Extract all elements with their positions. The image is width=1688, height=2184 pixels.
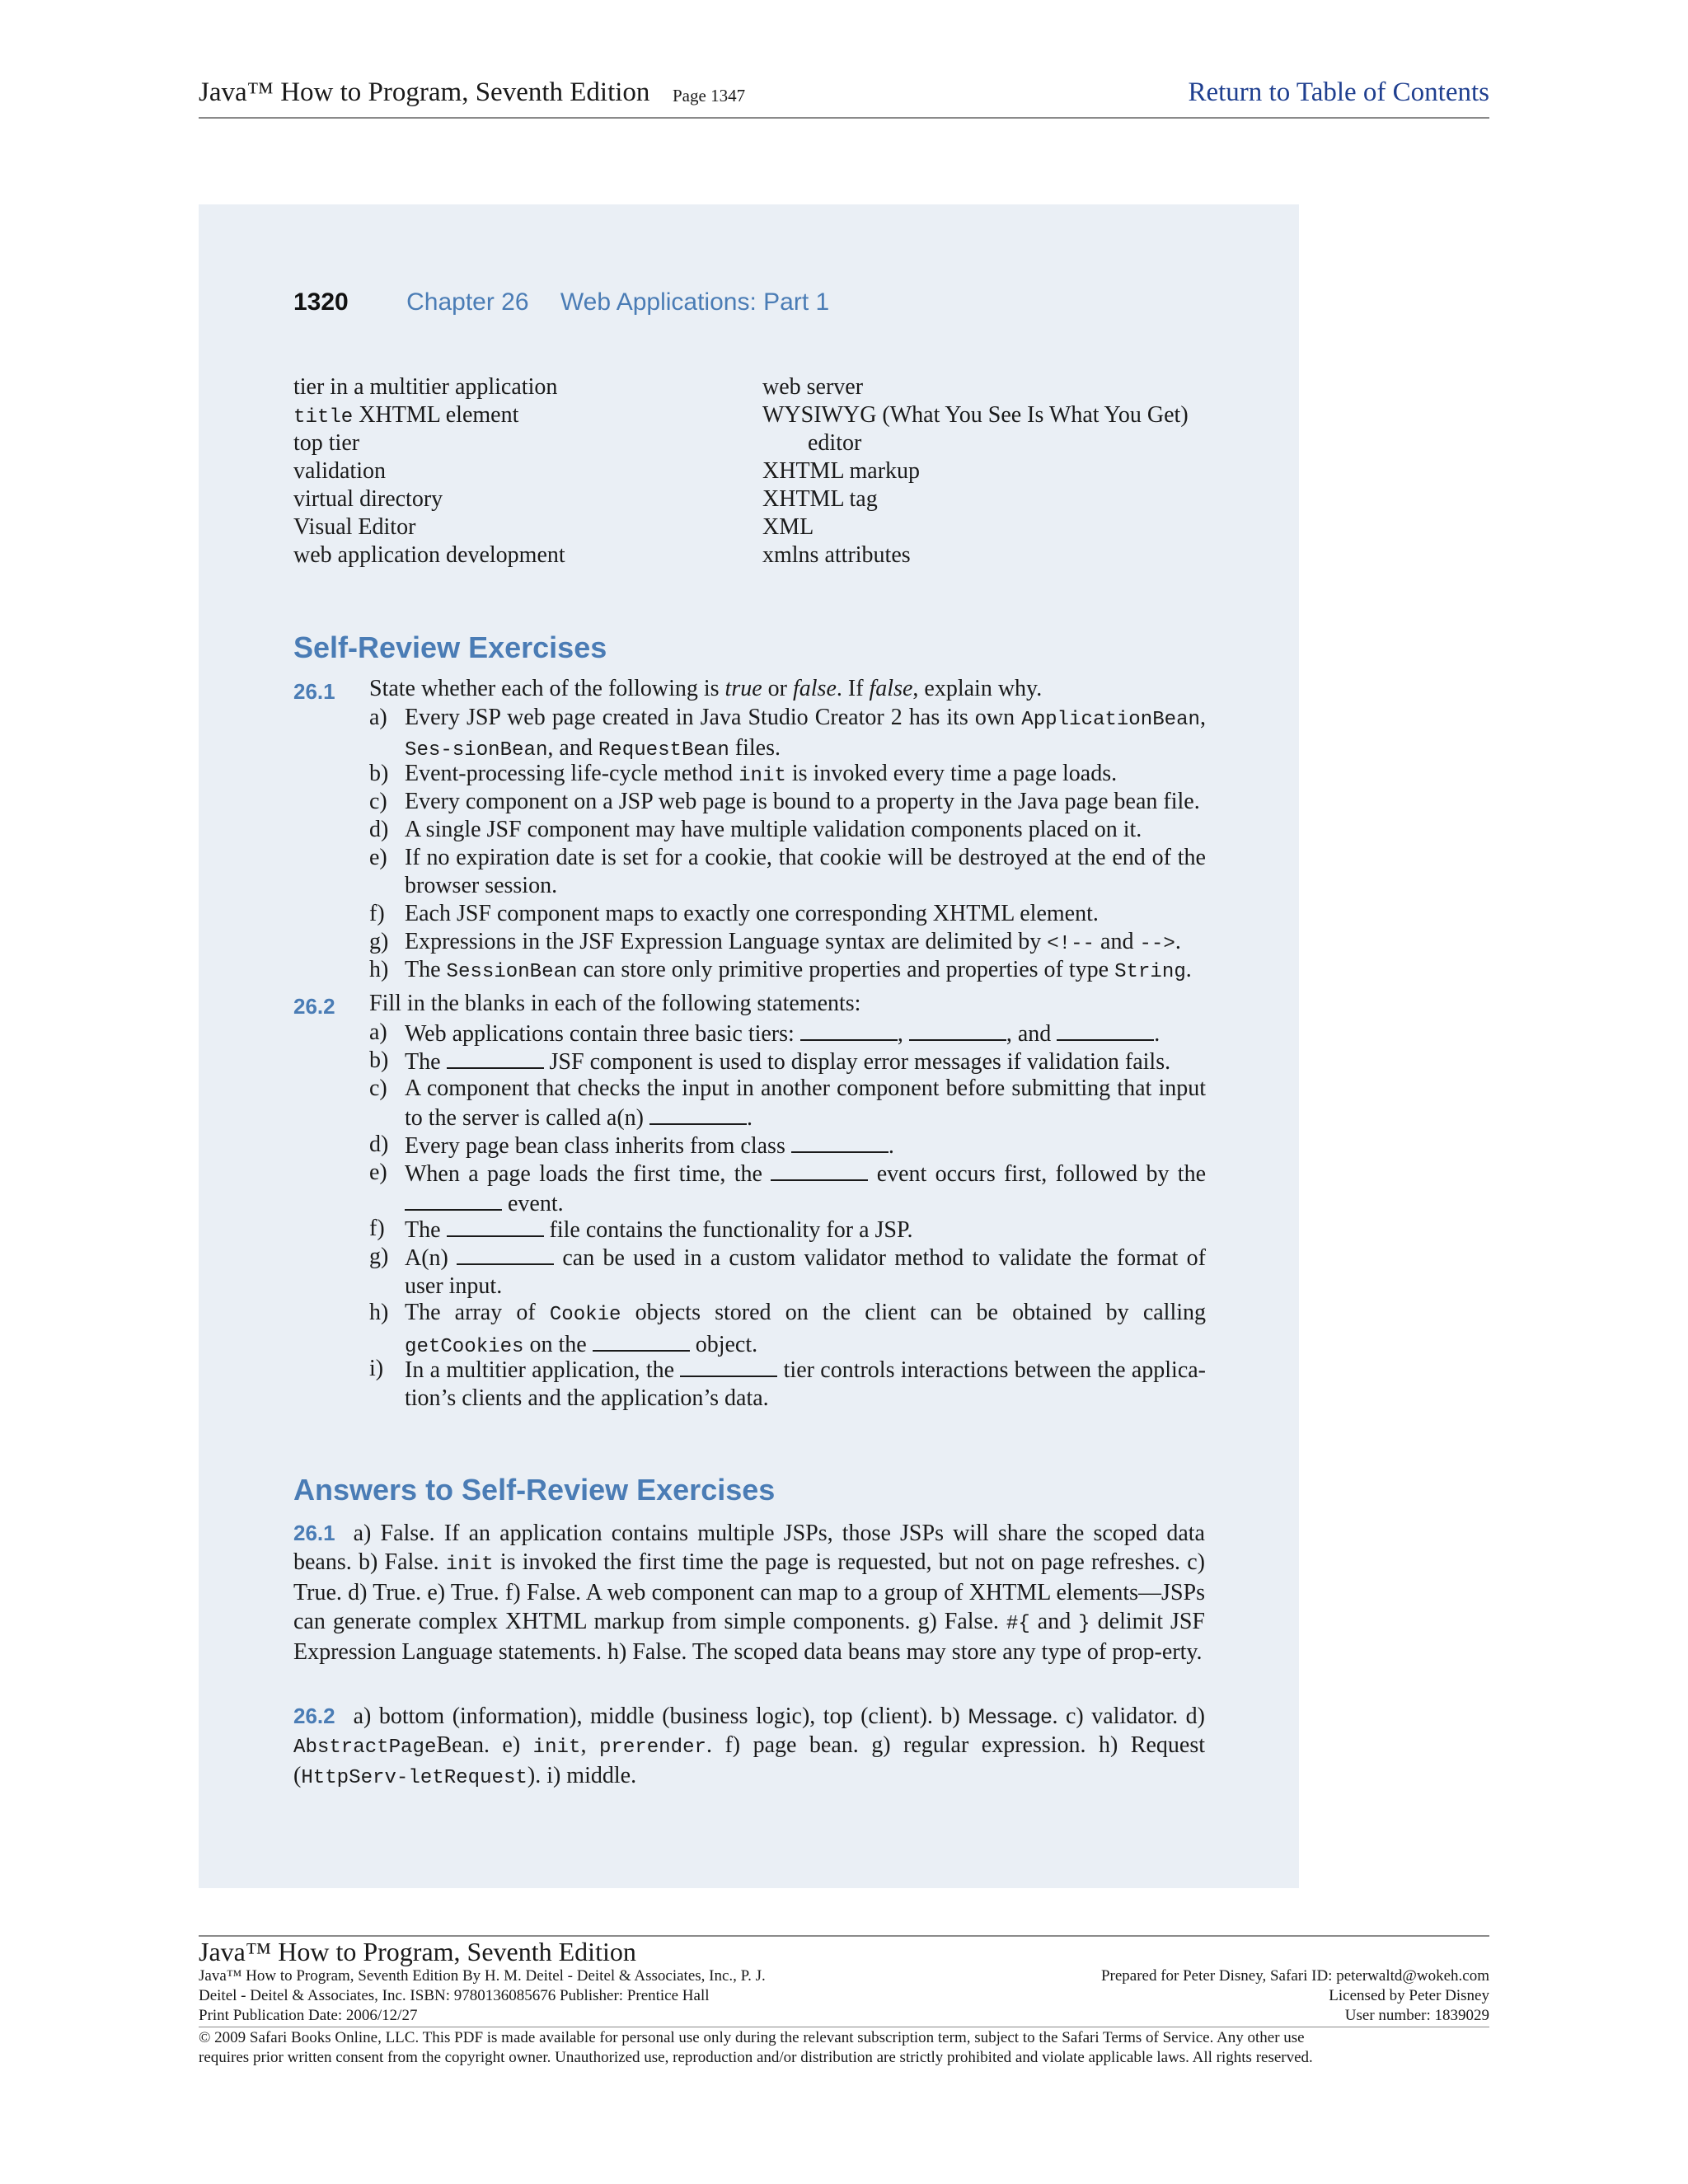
answer-blank	[649, 1103, 747, 1125]
answer-blank	[447, 1215, 544, 1237]
term-item: xmlns attributes	[762, 542, 911, 568]
term-item: XML	[762, 514, 814, 540]
answer-blank	[593, 1329, 690, 1352]
page-header	[199, 77, 1489, 119]
answer-paragraph: 26.2 a) bottom (information), middle (business logic), top (client). b) Message. c) validator. d) AbstractPageBean. e) init, prerender. f) page bean. g) regular expression. h) Request (HttpServ-letRequest). i) middle.	[293, 1704, 1206, 1789]
answer-number: 26.1	[293, 1521, 335, 1545]
code-text: title	[293, 406, 354, 429]
footer-book-title: Java™ How to Program, Seventh Edition	[199, 1937, 636, 1966]
term-item: XHTML tag	[762, 486, 878, 512]
running-head	[293, 288, 829, 316]
term-item: web application development	[293, 542, 565, 568]
footer-copyright: © 2009 Safari Books Online, LLC. This PDF is made available for personal use only during the relevant subscription term, subject to the Safari Terms of Service. Any other use	[199, 2029, 1305, 2046]
exercise-number: 26.2	[293, 994, 335, 1019]
answer-blank	[791, 1131, 889, 1153]
exercise-intro: Fill in the blanks in each of the following statements:	[369, 991, 861, 1016]
page-label: Page 1347	[673, 86, 746, 105]
answer-blank	[405, 1188, 502, 1211]
footer-user-number: User number: 1839029	[1344, 2007, 1489, 2024]
answer-blank	[1057, 1019, 1154, 1041]
chapter-title: Web Applications: Part 1	[560, 288, 830, 316]
term-item: title XHTML element	[293, 402, 519, 429]
term-item: validation	[293, 458, 386, 484]
footer-license: Licensed by Peter Disney	[1329, 1987, 1489, 2004]
term-item: WYSIWYG (What You See Is What You Get)	[762, 402, 1189, 428]
footer-prepared-for: Prepared for Peter Disney, Safari ID: peterwaltd@wokeh.com	[1100, 1967, 1489, 1985]
exercise-intro: State whether each of the following is true or false. If false, explain why.	[369, 676, 1043, 701]
answer-blank	[447, 1047, 544, 1069]
answer-blank	[680, 1355, 777, 1377]
answer-blank	[771, 1159, 868, 1181]
answers-heading: Answers to Self-Review Exercises	[293, 1473, 776, 1507]
book-page-number: 1320	[293, 288, 349, 316]
term-item: editor	[808, 430, 862, 456]
footer-publication-date: Print Publication Date: 2006/12/27	[199, 2007, 418, 2024]
answer-number: 26.2	[293, 1704, 335, 1728]
footer-citation: Deitel - Deitel & Associates, Inc. ISBN: 9780136085676 Publisher: Prentice Hall	[199, 1987, 710, 2004]
answer-blank	[909, 1019, 1006, 1041]
answer-blank	[800, 1019, 898, 1041]
term-item: tier in a multitier application	[293, 374, 558, 400]
footer-copyright: requires prior written consent from the copyright owner. Unauthorized use, reproduction and/or distribution are strictly prohibited and violate applicable laws. All rights reserved.	[199, 2049, 1313, 2066]
return-to-toc-link[interactable]: Return to Table of Contents	[1188, 77, 1489, 107]
exercise-number: 26.1	[293, 679, 335, 704]
answer-paragraph: 26.1 a) False. If an application contains multiple JSPs, those JSPs will share the scoped data beans. b) False. init is invoked the first time the page is requested, but not on page refreshes. c) True. d) True. e) True. f) False. A web component can map to a group of XHTML elements—JSPs can generate complex XHTML markup from simple components. g) False. #{ and } delimit JSF Expression Language statements. h) False. The scoped data beans may store any type of prop-erty.	[293, 1521, 1206, 1665]
term-item: web server	[762, 374, 864, 400]
self-review-heading: Self-Review Exercises	[293, 630, 607, 664]
footer-citation: Java™ How to Program, Seventh Edition By H. M. Deitel - Deitel & Associates, Inc., P. J.	[199, 1967, 766, 1985]
term-item: Visual Editor	[293, 514, 416, 540]
term-item: top tier	[293, 430, 360, 456]
answer-blank	[457, 1243, 554, 1265]
chapter-label: Chapter 26	[406, 288, 529, 316]
term-item: XHTML markup	[762, 458, 921, 484]
term-item: virtual directory	[293, 486, 443, 512]
book-title: Java™ How to Program, Seventh Edition	[199, 77, 650, 107]
